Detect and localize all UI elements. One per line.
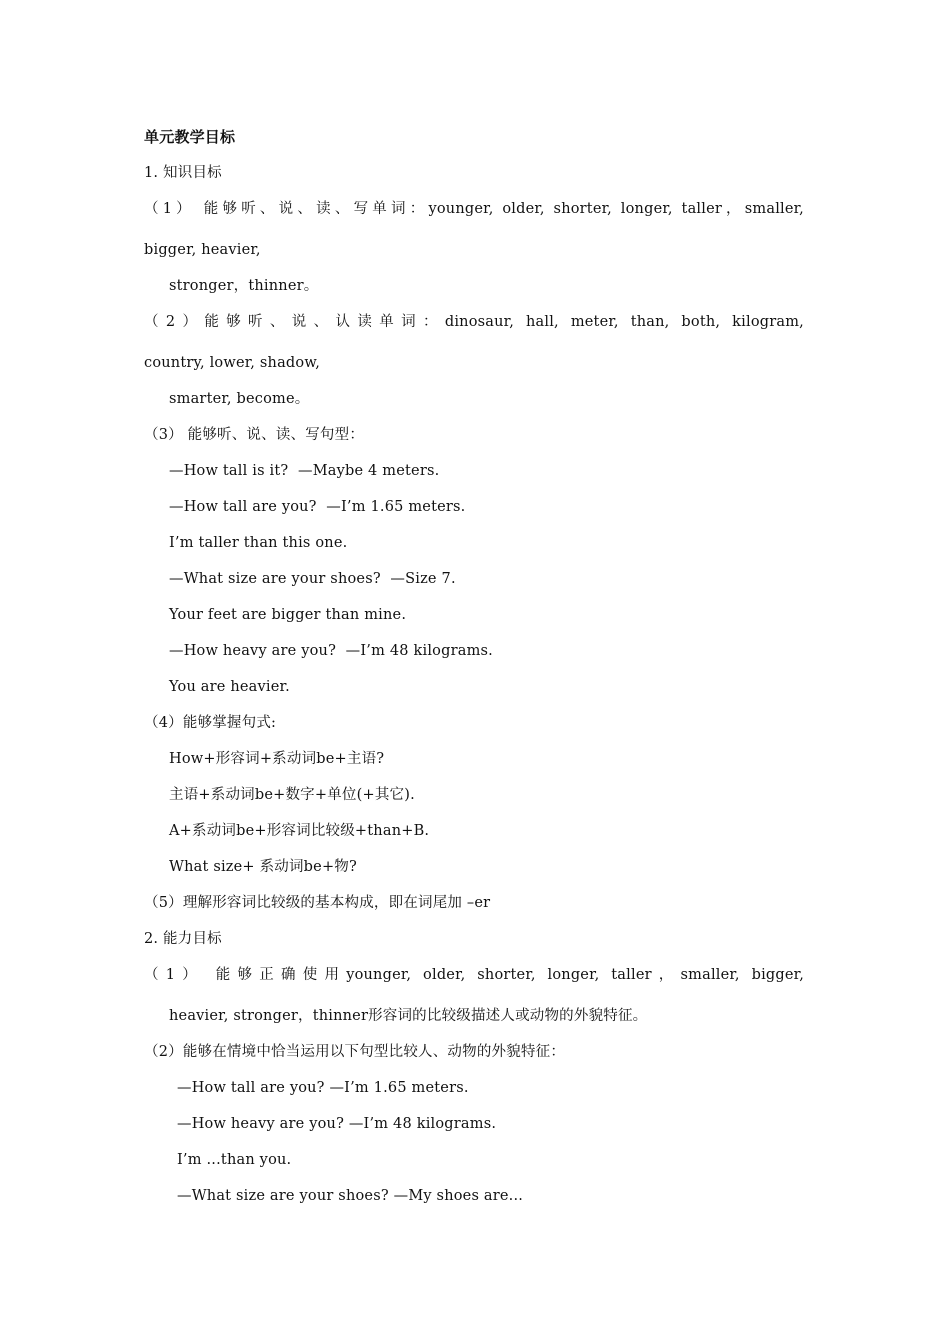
knowledge-item4-title: （4）能够掌握句式: — [144, 715, 277, 731]
sentence-line: —How tall is it? —Maybe 4 meters. — [169, 463, 440, 479]
sentence-line: Your feet are bigger than mine. — [169, 607, 407, 623]
sentence-line: —How heavy are you? —I’m 48 kilograms. — [177, 1116, 497, 1132]
page-heading: 单元教学目标 — [144, 128, 236, 146]
pattern-line: What size+ 系动词be+物? — [169, 859, 357, 875]
knowledge-item3-title: （3） 能够听、说、读、写句型： — [144, 427, 365, 443]
ability-item1-line1: （1） 能够正确使用younger, older, shorter, longer, taller，smaller, bigger, — [144, 967, 804, 983]
knowledge-item1-line2: bigger, heavier, — [144, 242, 261, 258]
pattern-line: How+形容词+系动词be+主语? — [169, 751, 385, 767]
knowledge-item2-line2: country, lower, shadow, — [144, 355, 321, 371]
knowledge-item1-line3: stronger，thinner。 — [169, 278, 319, 294]
section-knowledge-title: 1. 知识目标 — [144, 165, 222, 181]
sentence-line: —How heavy are you? —I’m 48 kilograms. — [169, 643, 493, 659]
pattern-line: A+系动词be+形容词比较级+than+B. — [169, 823, 430, 839]
knowledge-item2-line1: （2）能够听、说、认读单词：dinosaur, hall, meter, than, both, kilogram, — [144, 314, 804, 330]
sentence-line: You are heavier. — [169, 679, 290, 695]
section-ability-title: 2. 能力目标 — [144, 931, 222, 947]
sentence-line: —How tall are you? —I’m 1.65 meters. — [177, 1080, 469, 1096]
pattern-line: 主语+系动词be+数字+单位(+其它). — [169, 787, 415, 803]
sentence-line: I’m taller than this one. — [169, 535, 348, 551]
knowledge-item1-line1: （1） 能够听、说、读、写单词：younger, older, shorter, longer, taller，smaller, — [144, 201, 804, 217]
sentence-line: I’m ...than you. — [177, 1152, 292, 1168]
sentence-line: —What size are your shoes? —Size 7. — [169, 571, 456, 587]
sentence-line: —What size are your shoes? —My shoes are... — [177, 1188, 524, 1204]
knowledge-item2-line3: smarter, become。 — [169, 391, 310, 407]
sentence-line: —How tall are you? —I’m 1.65 meters. — [169, 499, 466, 515]
ability-item2-title: （2）能够在情境中恰当运用以下句型比较人、动物的外貌特征： — [144, 1044, 566, 1060]
ability-item1-line2: heavier, stronger，thinner形容词的比较级描述人或动物的外貌特征。 — [169, 1008, 648, 1024]
knowledge-item5: （5）理解形容词比较级的基本构成，即在词尾加 –er — [144, 895, 491, 911]
